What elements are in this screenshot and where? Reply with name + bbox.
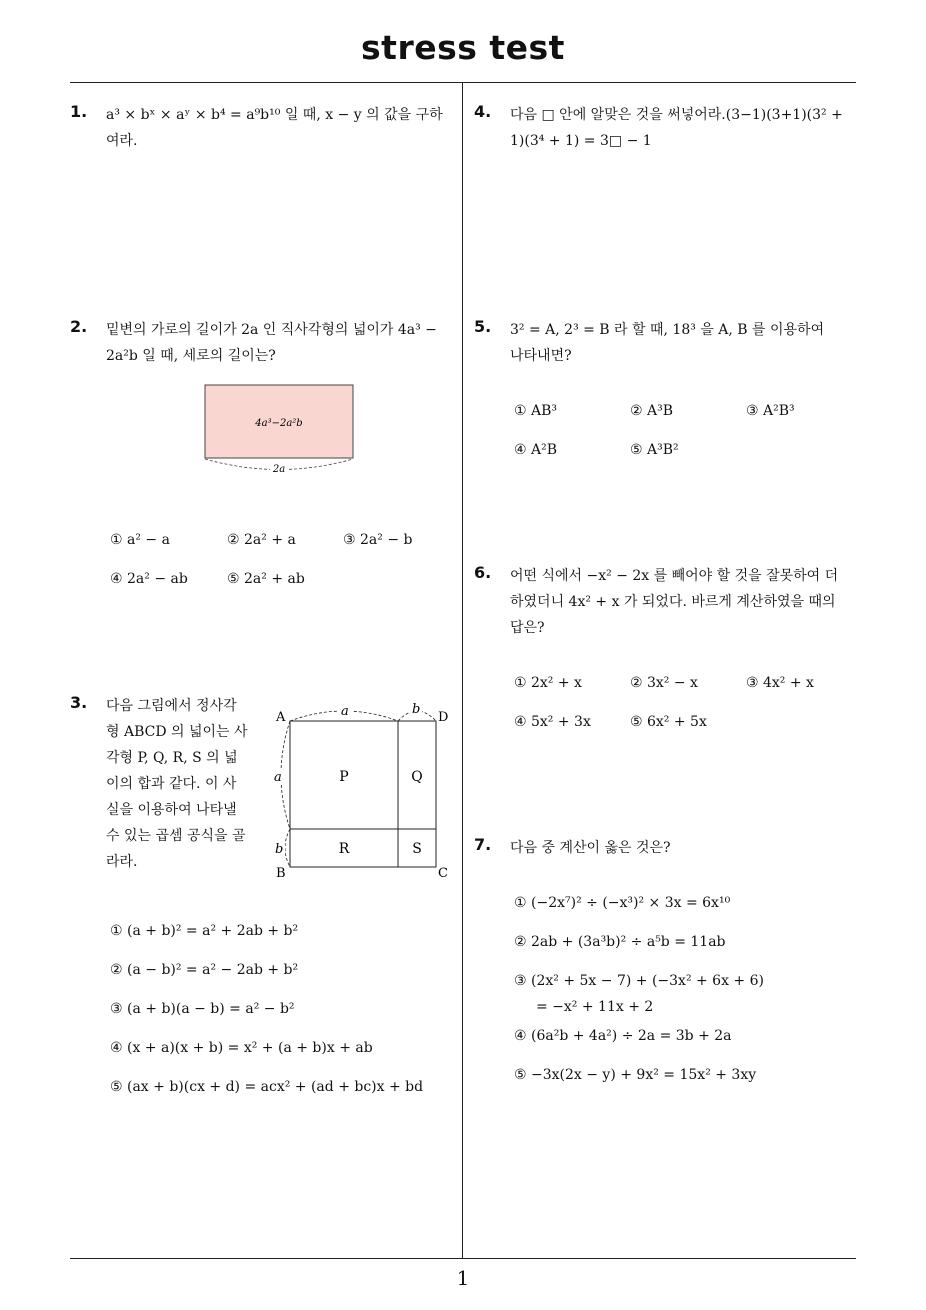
- area-label: 4a³−2a²b: [255, 418, 303, 429]
- question-text-line: 여라.: [106, 133, 138, 149]
- option-5[interactable]: ⑤ −3x(2x − y) + 9x² = 15x² + 3xy: [514, 1067, 757, 1083]
- question-text: [510, 102, 843, 154]
- question-6: [474, 563, 864, 743]
- question-number: 2.: [70, 317, 88, 336]
- question-text: [510, 317, 824, 369]
- option-1[interactable]: ① (−2x⁷)² ÷ (−x³)² × 3x = 6x¹⁰: [514, 895, 731, 911]
- option-3[interactable]: ③ (2x² + 5x − 7) + (−3x² + 6x + 6): [514, 973, 764, 989]
- question-text: [106, 102, 443, 154]
- question-text: [510, 563, 838, 641]
- vertex-a-label: A: [276, 710, 286, 725]
- question-number: 7.: [474, 835, 492, 854]
- question-text-line: 각형 P, Q, R, S 의 넓: [106, 750, 238, 766]
- question-text: [106, 693, 248, 875]
- option-4[interactable]: ④ (6a²b + 4a²) ÷ 2a = 3b + 2a: [514, 1028, 732, 1044]
- column-divider: [462, 83, 463, 1259]
- question-text-line: 다음 그림에서 정사각: [106, 698, 237, 714]
- option-4[interactable]: ④ 5x² + 3x: [514, 714, 591, 730]
- side-b-left-label: b: [275, 842, 284, 857]
- option-5[interactable]: ⑤ 6x² + 5x: [630, 714, 707, 730]
- option-3[interactable]: ③ A²B³: [746, 403, 795, 419]
- question-text-line: 형 ABCD 의 넓이는 사: [106, 724, 248, 740]
- question-number: 6.: [474, 563, 492, 582]
- option-2[interactable]: ② 2a² + a: [227, 532, 296, 548]
- option-5[interactable]: ⑤ 2a² + ab: [227, 571, 305, 587]
- rectangle-figure: [200, 382, 360, 477]
- option-5[interactable]: ⑤ A³B²: [630, 442, 679, 458]
- option-4[interactable]: ④ (x + a)(x + b) = x² + (a + b)x + ab: [110, 1040, 373, 1056]
- side-b-top-label: b: [412, 702, 421, 717]
- side-a-left-label: a: [274, 770, 282, 785]
- option-3[interactable]: ③ (a + b)(a − b) = a² − b²: [110, 1001, 295, 1017]
- question-text-line: 3² = A, 2³ = B 라 할 때, 18³ 을 A, B 를 이용하여: [510, 322, 825, 338]
- question-text-line: 답은?: [510, 620, 545, 636]
- question-text-line: 1)(3⁴ + 1) = 3□ − 1: [510, 133, 652, 149]
- option-2[interactable]: ② A³B: [630, 403, 674, 419]
- header-rule: [70, 82, 856, 83]
- question-text: [106, 317, 437, 369]
- option-1[interactable]: ① a² − a: [110, 532, 170, 548]
- option-3-continued: = −x² + 11x + 2: [536, 999, 654, 1015]
- option-1[interactable]: ① 2x² + x: [514, 675, 582, 691]
- question-text-line: 하였더니 4x² + x 가 되었다. 바르게 계산하였을 때의: [510, 594, 836, 610]
- question-text: [510, 835, 671, 861]
- option-4[interactable]: ④ A²B: [514, 442, 558, 458]
- option-1[interactable]: ① (a + b)² = a² + 2ab + b²: [110, 923, 299, 939]
- question-number: 5.: [474, 317, 492, 336]
- question-text-line: 나타내면?: [510, 348, 572, 364]
- option-2[interactable]: ② 2ab + (3a³b)² ÷ a⁵b = 11ab: [514, 934, 726, 950]
- question-1: [70, 102, 460, 162]
- question-text-line: 라라.: [106, 854, 138, 870]
- question-7: [474, 835, 864, 1095]
- footer-rule: [70, 1258, 856, 1259]
- question-number: 4.: [474, 102, 492, 121]
- question-text-line: 밑변의 가로의 길이가 2a 인 직사각형의 넓이가 4a³ −: [106, 322, 437, 338]
- question-5: [474, 317, 864, 477]
- region-r-label: R: [338, 841, 350, 857]
- base-label: 2a: [272, 464, 286, 475]
- option-5[interactable]: ⑤ (ax + b)(cx + d) = acx² + (ad + bc)x + bd: [110, 1079, 424, 1095]
- side-a-top-label: a: [341, 704, 349, 719]
- question-text-line: 수 있는 곱셈 공식을 골: [106, 828, 246, 844]
- question-text-line: 이의 합과 같다. 이 사: [106, 776, 237, 792]
- question-3: [70, 693, 460, 1103]
- vertex-c-label: C: [438, 866, 448, 881]
- question-number: 1.: [70, 102, 88, 121]
- option-4[interactable]: ④ 2a² − ab: [110, 571, 188, 587]
- question-text-line: 2a²b 일 때, 세로의 길이는?: [106, 348, 276, 364]
- square-figure: [272, 695, 462, 887]
- vertex-d-label: D: [438, 710, 449, 725]
- region-p-label: P: [339, 769, 349, 785]
- page-number: 1: [456, 1266, 470, 1290]
- question-text-line: 다음 중 계산이 옳은 것은?: [510, 840, 671, 856]
- question-2: [70, 317, 460, 607]
- option-3[interactable]: ③ 4x² + x: [746, 675, 814, 691]
- region-q-label: Q: [411, 769, 423, 785]
- question-text-line: 다음 □ 안에 알맞은 것을 써넣어라.(3−1)(3+1)(3² +: [510, 107, 843, 123]
- option-2[interactable]: ② (a − b)² = a² − 2ab + b²: [110, 962, 299, 978]
- vertex-b-label: B: [276, 866, 286, 881]
- question-text-line: a³ × bˣ × aʸ × b⁴ = a⁹b¹⁰ 일 때, x − y 의 값을 구하: [106, 107, 443, 123]
- question-text-line: 실을 이용하여 나타낼: [106, 802, 237, 818]
- option-1[interactable]: ① AB³: [514, 403, 558, 419]
- region-s-label: S: [412, 841, 422, 857]
- option-3[interactable]: ③ 2a² − b: [343, 532, 413, 548]
- page-title: stress test: [361, 28, 565, 67]
- question-number: 3.: [70, 693, 88, 712]
- question-4: [474, 102, 864, 162]
- option-2[interactable]: ② 3x² − x: [630, 675, 698, 691]
- question-text-line: 어떤 식에서 −x² − 2x 를 빼어야 할 것을 잘못하여 더: [510, 568, 839, 584]
